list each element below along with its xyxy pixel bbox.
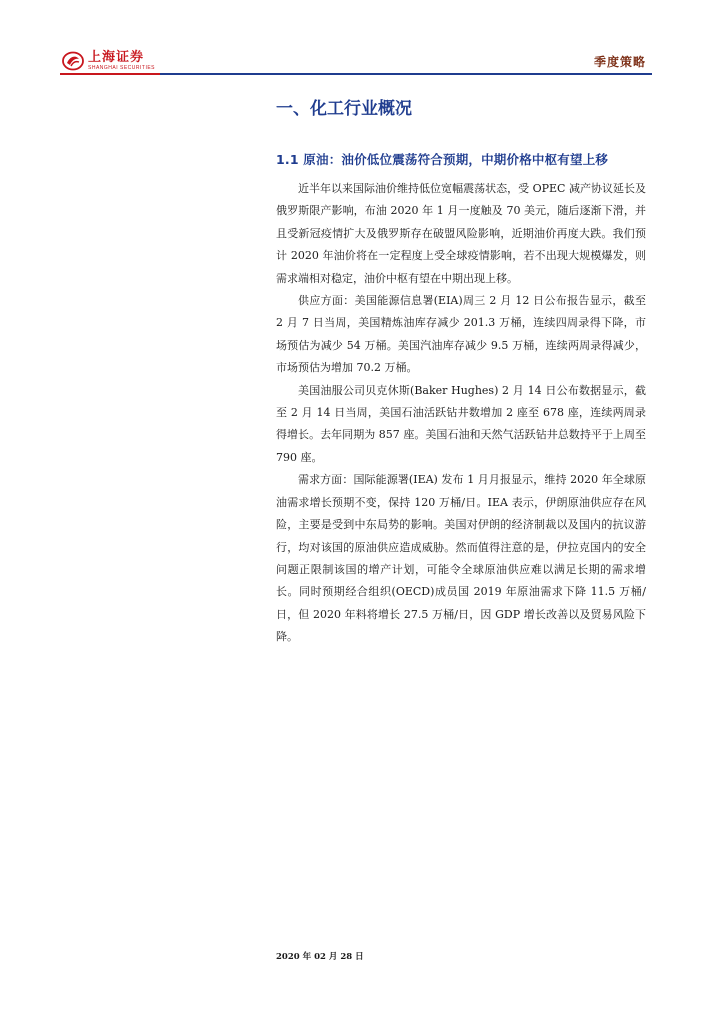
logo-english-text: SHANGHAI SECURITIES [88,65,156,71]
paragraph-supply-eia: 供应方面：美国能源信息署(EIA)周三 2 月 12 日公布报告显示，截至 2 月 7 日当周，美国精炼油库存减少 201.3 万桶，连续四周录得下降，市场预估为减少 54 万桶。美国汽油库存减少 9.5 万桶，连续两周录得减少，市场预估为增加 70.2 万桶。 [276,294,646,375]
logo-emblem-icon [62,50,84,72]
paragraph-oil-overview: 近半年以来国际油价维持低位宽幅震荡状态，受 OPEC 减产协议延长及俄罗斯限产影响，布油 2020 年 1 月一度触及 70 美元，随后逐渐下滑，并且受新冠疫情扩大及俄罗斯存在破盟风险影响，近期油价再度大跌。我们预计 2020 年油价将在一定程度上受全球疫情影响，若不出现大规模爆发，则需求端相对稳定，油价中枢有望在中期出现上移。 [276,182,646,285]
paragraph-supply-baker-hughes: 美国油服公司贝克休斯(Baker Hughes) 2 月 14 日公布数据显示，截至 2 月 14 日当周，美国石油活跃钻井数增加 2 座至 678 座，连续两周录得增长。去年同期为 857 座。美国石油和天然气活跃钻井总数持平于上周至 790 座。 [276,383,646,464]
company-logo [62,50,155,72]
body-text [276,178,646,649]
subsection-title: 1.1 原油：油价低位震荡符合预期，中期价格中枢有望上移 [276,152,609,167]
paragraph-demand-iea: 需求方面：国际能源署(IEA) 发布 1 月月报显示，维持 2020 年全球原油需求增长预期不变，保持 120 万桶/日。IEA 表示，伊朗原油供应存在风险，主要是受到中东局势的影响。美国对伊朗的经济制裁以及国内的抗议游行，均对该国的原油供应造成威胁。然而值得注意的是，伊拉克国内的安全问题正限制该国的增产计划，可能令全球原油供应难以满足长期的需求增长。同时预期经合组织(OECD)成员国 2019 年原油需求下降 11.5 万桶/日，但 2020 年料将增长 27.5 万桶/日，因 GDP 增长改善以及贸易风险下降。 [276,473,646,644]
header-rule-blue [160,73,652,75]
header-rule-red [60,73,162,75]
logo-chinese-text: 上海证券 [88,50,145,65]
footer-date: 2020 年 02 月 28 日 [276,952,364,962]
section-title: 一、化工行业概况 [276,99,412,119]
document-type-label: 季度策略 [593,55,646,69]
page-header [60,46,650,80]
